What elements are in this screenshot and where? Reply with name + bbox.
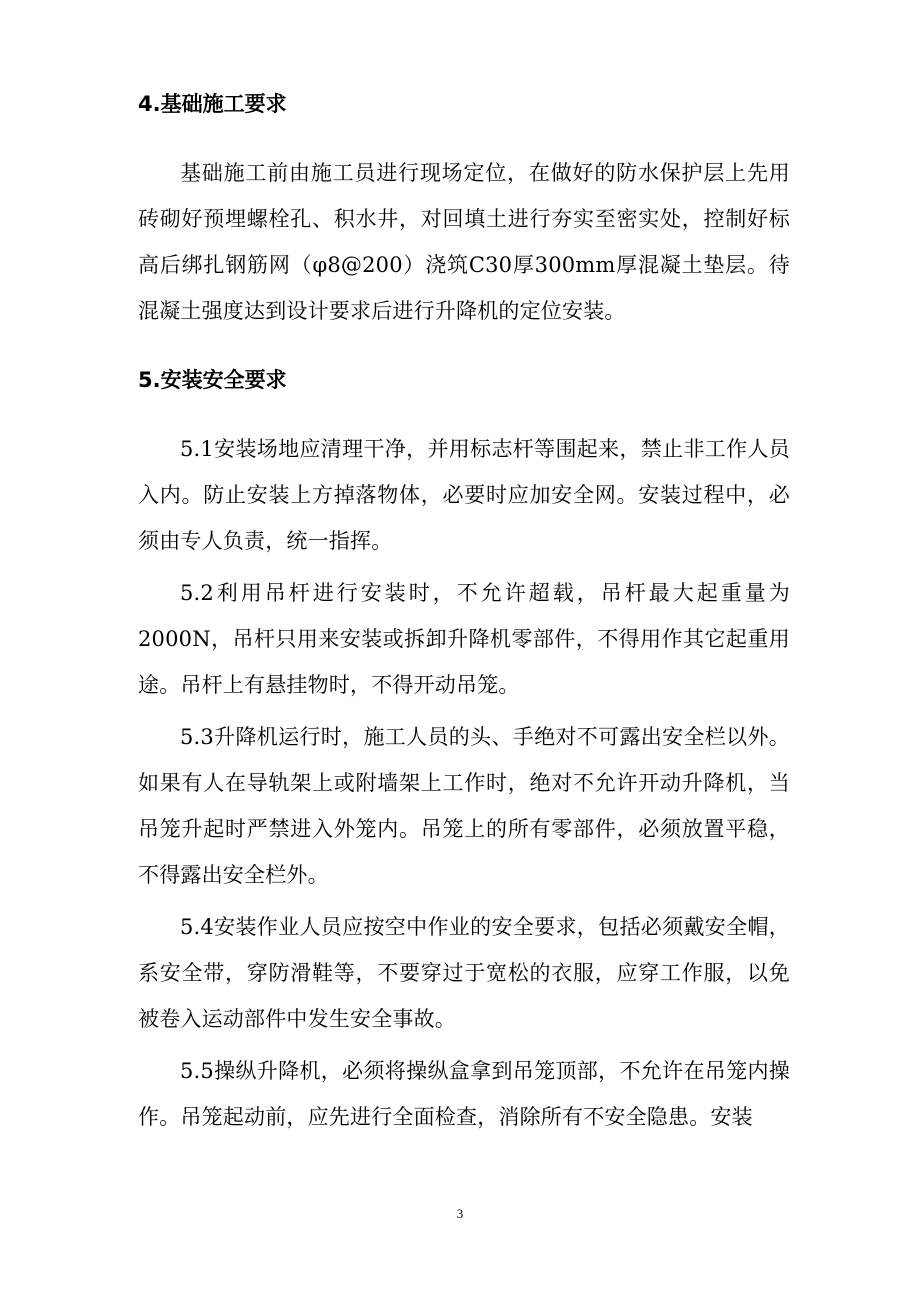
paragraph-5-5: 5.5操纵升降机，必须将操纵盒拿到吊笼顶部，不允许在吊笼内操作。吊笼起动前，应先进行全面检查，消除所有不安全隐患。安装 [138,1059,790,1129]
page-body [138,84,790,1146]
paragraph-foundation: 基础施工前由施工员进行现场定位，在做好的防水保护层上先用砖砌好预埋螺栓孔、积水井，对回填土进行夯实至密实处，控制好标高后绑扎钢筋网（φ8@200）浇筑C30厚300mm厚混凝土垫层。待混凝土强度达到设计要求后进行升降机的定位安装。 [138,161,790,323]
section-heading-4: 4.基础施工要求 [138,92,287,116]
paragraph-5-3: 5.3升降机运行时，施工人员的头、手绝对不可露出安全栏以外。如果有人在导轨架上或附墙架上工作时，绝对不允许开动升降机，当吊笼升起时严禁进入外笼内。吊笼上的所有零部件，必须放置平稳，不得露出安全栏外。 [138,725,790,887]
paragraph-5-2: 5.2利用吊杆进行安装时，不允许超载，吊杆最大起重量为2000N，吊杆只用来安装或拆卸升降机零部件，不得用作其它起重用途。吊杆上有悬挂物时，不得开动吊笼。 [138,581,790,697]
section-heading-5: 5.安装安全要求 [138,368,287,392]
page-number: 3 [456,1206,464,1221]
paragraph-5-1: 5.1安装场地应清理干净，并用标志杆等围起来，禁止非工作人员入内。防止安装上方掉落物体，必要时应加安全网。安装过程中，必须由专人负责，统一指挥。 [138,437,790,553]
paragraph-5-4: 5.4安装作业人员应按空中作业的安全要求，包括必须戴安全帽，系安全带，穿防滑鞋等，不要穿过于宽松的衣服，应穿工作服，以免被卷入运动部件中发生安全事故。 [138,915,790,1031]
